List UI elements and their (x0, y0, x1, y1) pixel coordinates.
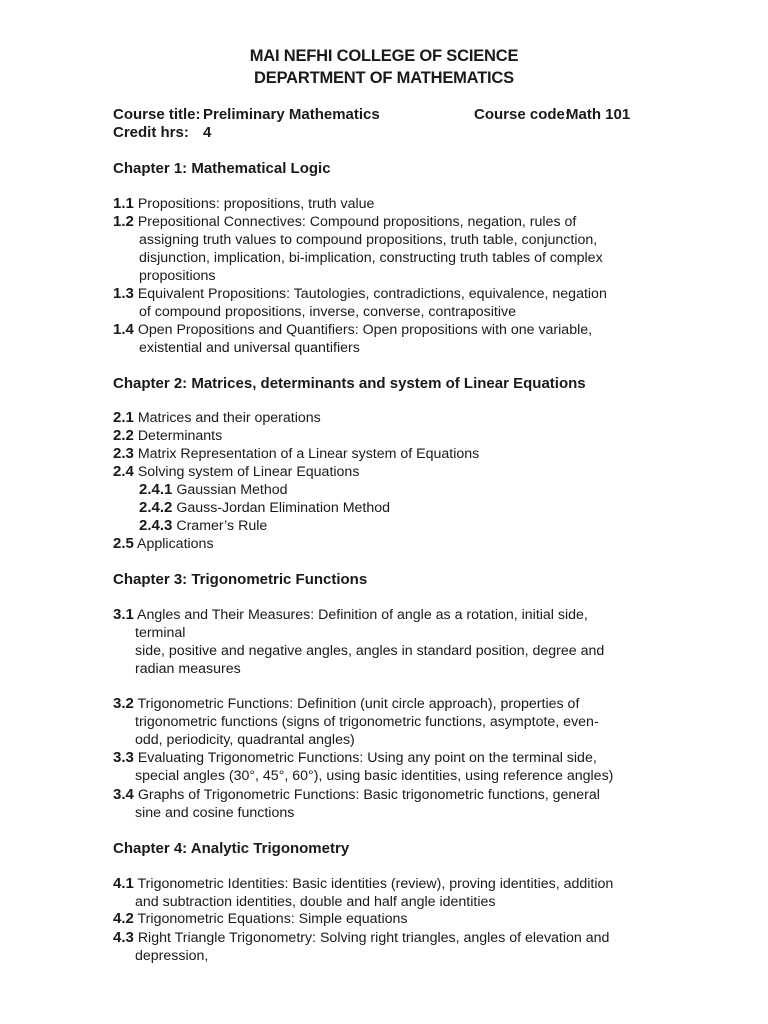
item-number: 2.2 (113, 427, 134, 444)
sub-list-item: 2.4.2 Gauss-Jordan Elimination Method (139, 499, 391, 516)
course-title-value: Preliminary Mathematics (203, 106, 380, 123)
chapter-title: Chapter 4: Analytic Trigonometry (113, 840, 350, 857)
list-item: 3.4 Graphs of Trigonometric Functions: Basic trigonometric functions, general sine and cosine functions (113, 786, 600, 821)
item-number: 2.4 (113, 463, 134, 480)
course-title-label: Course title: (113, 106, 201, 123)
list-item: 3.3 Evaluating Trigonometric Functions: Using any point on the terminal side, special angles (30°, 45°, 60°), using basic identities, using reference angles) (113, 749, 614, 784)
item-number: 2.4.3 (139, 517, 173, 534)
course-code-value: Math 101 (566, 106, 631, 123)
item-number: 2.5 (113, 535, 134, 552)
item-number: 4.2 (113, 910, 134, 927)
item-number: 4.1 (113, 875, 134, 892)
item-number: 3.3 (113, 749, 134, 766)
list-item: 1.3 Equivalent Propositions: Tautologies, contradictions, equivalence, negation of compound propositions, inverse, converse, contrapositive (113, 285, 607, 320)
list-item: 3.2 Trigonometric Functions: Definition (unit circle approach), properties of trigonometric functions (signs of trigonometric functions, asymptote, even- odd, periodicity, quadrantal angles) (113, 695, 599, 748)
item-number: 1.3 (113, 285, 134, 302)
item-number: 4.3 (113, 929, 134, 946)
list-item: 1.4 Open Propositions and Quantifiers: Open propositions with one variable, existential and universal quantifiers (113, 321, 593, 356)
chapter-title: Chapter 2: Matrices, determinants and system of Linear Equations (113, 375, 586, 392)
sub-list-item: 2.4.3 Cramer’s Rule (139, 517, 268, 534)
list-item: 2.1 Matrices and their operations (113, 409, 321, 426)
chapter-title: Chapter 3: Trigonometric Functions (113, 571, 368, 588)
list-item: 2.2 Determinants (113, 427, 223, 444)
item-number: 2.4.2 (139, 499, 173, 516)
item-number: 3.2 (113, 695, 134, 712)
course-code-label: Course code: (474, 106, 570, 123)
chapter-title: Chapter 1: Mathematical Logic (113, 160, 331, 177)
item-number: 1.4 (113, 321, 134, 338)
item-number: 1.2 (113, 213, 134, 230)
college-name: MAI NEFHI COLLEGE OF SCIENCE (249, 47, 519, 65)
list-item: 2.5 Applications (113, 535, 214, 552)
item-number: 2.3 (113, 445, 134, 462)
credit-hours-value: 4 (203, 124, 212, 141)
list-item: 1.2 Prepositional Connectives: Compound propositions, negation, rules of assigning truth values to compound propositions, truth table, conjunction, disjunction, implication, bi-implication, constructing truth tables of complex propositions (113, 213, 603, 284)
list-item: 2.4 Solving system of Linear Equations (113, 463, 360, 480)
list-item: 1.1 Propositions: propositions, truth value (113, 195, 375, 212)
sub-list-item: 2.4.1 Gaussian Method (139, 481, 288, 498)
item-number: 2.4.1 (139, 481, 173, 498)
list-item: 2.3 Matrix Representation of a Linear system of Equations (113, 445, 480, 462)
item-number: 1.1 (113, 195, 134, 212)
item-number: 3.4 (113, 786, 134, 803)
credit-hours-label: Credit hrs: (113, 124, 189, 141)
department-name: DEPARTMENT OF MATHEMATICS (254, 69, 514, 87)
item-number: 3.1 (113, 606, 134, 623)
list-item: 4.1 Trigonometric Identities: Basic identities (review), proving identities, addition and subtraction identities, double and half angle identities (113, 875, 614, 910)
list-item: 4.2 Trigonometric Equations: Simple equations (113, 910, 408, 927)
item-number: 2.1 (113, 409, 134, 426)
list-item: 4.3 Right Triangle Trigonometry: Solving right triangles, angles of elevation and depression, (113, 929, 610, 964)
list-item: 3.1 Angles and Their Measures: Definition of angle as a rotation, initial side, terminal side, positive and negative angles, angles in standard position, degree and radian measures (113, 606, 605, 677)
